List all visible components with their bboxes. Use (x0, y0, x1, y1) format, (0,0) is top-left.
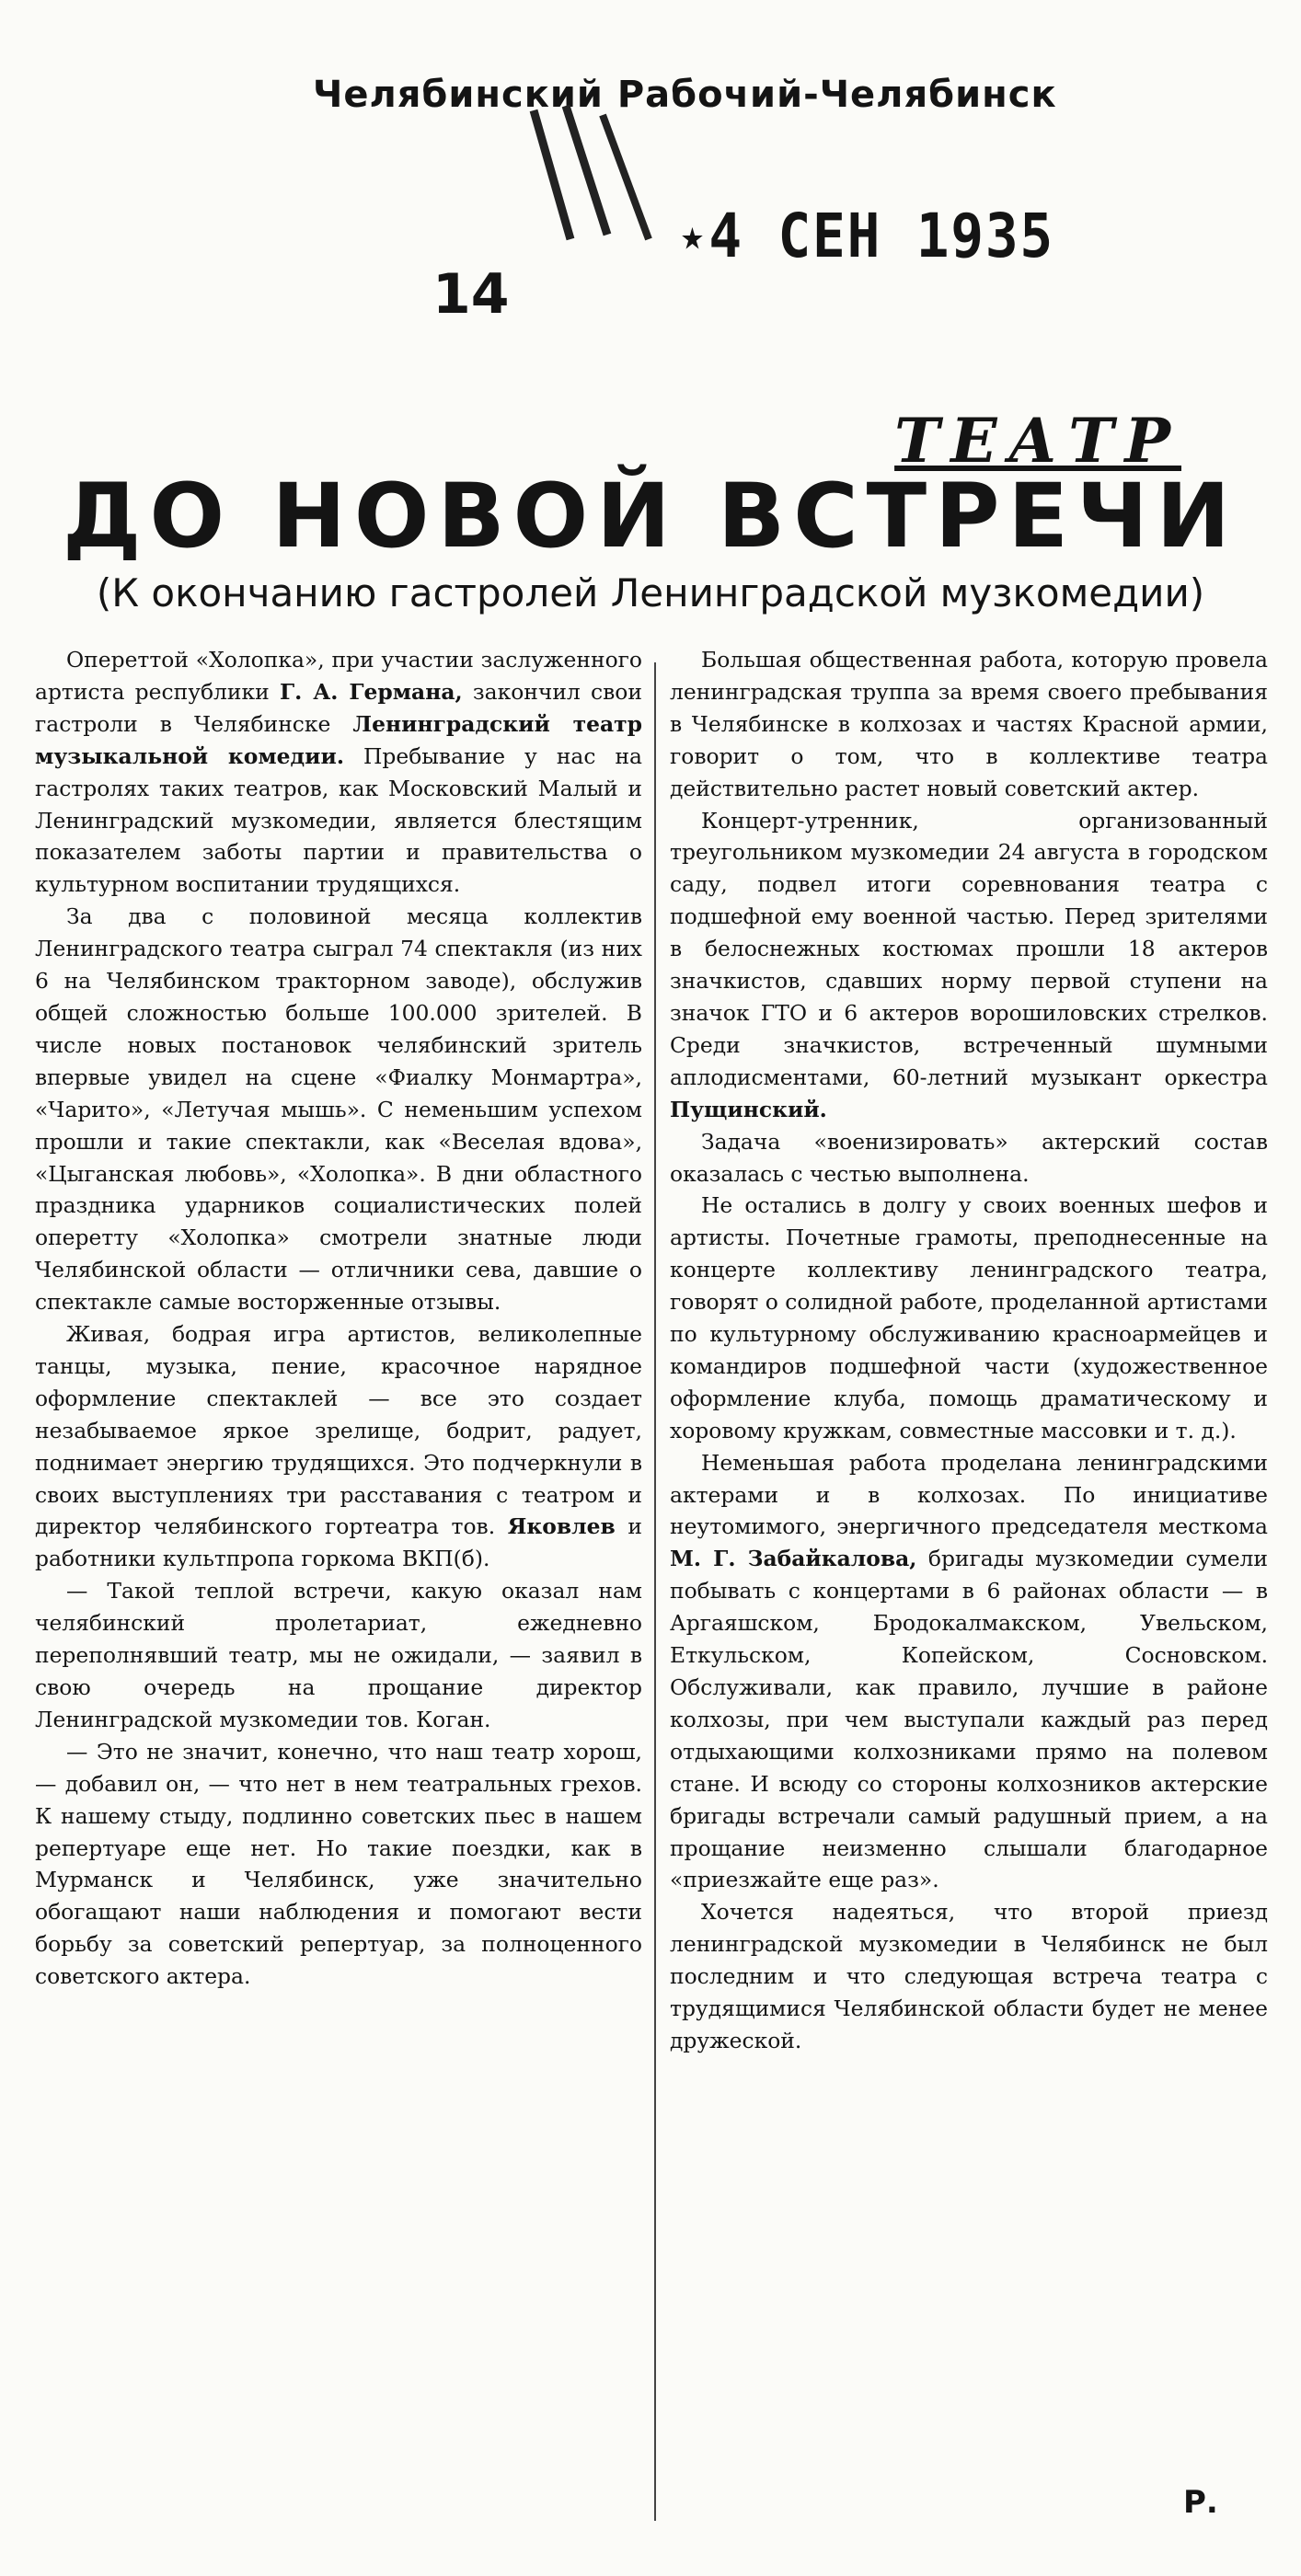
text: Задача «военизировать» актерский состав оказалась с честью выполнена. (670, 1128, 1268, 1187)
section-heading: ТЕАТР (894, 405, 1181, 477)
text: закончил свои гастроли в Челябинске (35, 678, 642, 737)
paragraph (35, 901, 642, 1318)
star-icon: ★ (681, 210, 706, 259)
column-divider (654, 662, 656, 2521)
article-title: ДО НОВОЙ ВСТРЕЧИ (63, 465, 1238, 568)
paragraph (35, 644, 642, 901)
stamp-strokes (515, 101, 699, 258)
paragraph (35, 1318, 642, 1575)
text: и работники культпропа горкома ВКП(б). (35, 1513, 642, 1572)
paragraph (35, 1575, 642, 1736)
paragraph (670, 644, 1268, 805)
newspaper-name: Челябинский Рабочий-Челябинск (313, 74, 1057, 116)
paragraph (670, 1126, 1268, 1190)
date-stamp (681, 201, 1054, 271)
bold-text: Пущинский. (670, 1096, 827, 1122)
paragraph (670, 1896, 1268, 2057)
text: За два с половиной месяца коллектив Ленинградского театра сыграл 74 спектакля (из них 6 на Челябинском тракторном заводе), обслужив общей сложностью больше 100.000 зрителей. В числе новых постановок челябинский зритель впервые увидел на сцене «Фиалку Монмартра», «Чарито», «Летучая мышь». С неменьшим успехом прошли и такие спектакли, как «Веселая вдова», «Цыганская любовь», «Холопка». В дни областного праздника ударников социалистических полей оперетту «Холопка» смотрели знатные люди Челябинской области — отличники сева, давшие о спектакле самые восторженные отзывы. (35, 903, 642, 1316)
date-stamp-text: 4 СЕН 1935 (708, 201, 1054, 271)
article-subtitle: (К окончанию гастролей Ленинградской музкомедии) (96, 570, 1205, 615)
text: Пребывание у нас на гастролях таких театров, как Московский Малый и Ленинградский музкомедии, является блестящим показателем заботы партии и правительства о культурном воспитании трудящихся. (35, 742, 642, 898)
text: Живая, бодрая игра артистов, великолепные танцы, музыка, пение, красочное нарядное оформление спектаклей — все это создает незабываемое яркое зрелище, бодрит, радует, поднимает энергию трудящихся. Это подчеркнули в своих выступлениях три расставания с театром и директор челябинского гортеатра тов. (35, 1321, 642, 1540)
text: Неменьшая работа проделана ленинградскими актерами и в колхозах. По инициативе неутомимого, энергичного председателя месткома (670, 1449, 1268, 1540)
page-number: 14 (432, 262, 510, 327)
text: Хочется надеяться, что второй приезд ленинградской музкомедии в Челябинск не был последним и что следующая встреча театра с трудящимися Челябинской области будет не менее дружеской. (670, 1899, 1268, 2053)
text: — Это не значит, конечно, что наш театр хорош, — добавил он, — что нет в нем театральных грехов. К нашему стыду, подлинно советских пьес в нашем репертуаре еще нет. Но такие поездки, как в Мурманск и Челябинск, уже значительно обогащают наши наблюдения и помогают вести борьбу за советский репертуар, за полноценного советского актера. (35, 1738, 642, 1990)
text: — Такой теплой встречи, какую оказал нам челябинский пролетариат, ежедневно переполнявший театр, мы не ожидали, — заявил в свою очередь на прощание директор Ленинградской музкомедии тов. Коган. (35, 1578, 642, 1732)
bold-text: Яковлев (507, 1513, 616, 1540)
paragraph (670, 805, 1268, 1126)
text: Не остались в долгу у своих военных шефов и артисты. Почетные грамоты, преподнесенные на концерте коллективу ленинградского театра, говорят о солидной работе, проделанной артистами по культурному обслуживанию красноармейцев и командиров подшефной части (художественное оформление клуба, помощь драматическому и хоровому кружкам, совместные массовки и т. д.). (670, 1192, 1268, 1443)
text: бригады музкомедии сумели побывать с концертами в 6 районах области — в Аргаяшском, Бродокалмакском, Увельском, Еткульском, Копейском, Сосновском. Обслуживали, как правило, лучшие в районе колхозы, при чем выступали каждый раз перед отдыхающими колхозниками прямо на полевом стане. И всюду со стороны колхозников актерские бригады встречали самый радушный прием, а на прощание неизменно слышали благодарное «приезжайте еще раз». (670, 1546, 1268, 1893)
left-column (35, 644, 642, 1993)
bold-text: Ленинградский театр музыкальной комедии. (35, 710, 642, 769)
text: Большая общественная работа, которую провела ленинградская труппа за время своего пребывания в Челябинске в колхозах и частях Красной армии, говорит о том, что в коллективе театра действительно растет новый советский актер. (670, 647, 1268, 801)
text: Концерт-утренник, организованный треугольником музкомедии 24 августа в городском саду, подвел итоги соревнования театра с подшефной ему военной частью. Перед зрителями в белоснежных костюмах прошли 18 актеров значкистов, сдавших норму первой ступени на значок ГТО и 6 актеров ворошиловских стрелков. Среди значкистов, встреченный шумными аплодисментами, 60-летний музыкант оркестра (670, 807, 1268, 1090)
paragraph (670, 1190, 1268, 1446)
bold-text: М. Г. Забайкалова, (670, 1546, 917, 1572)
article-signature: Р. (1183, 2484, 1218, 2521)
bold-text: Г. А. Германа, (279, 678, 463, 705)
paragraph (35, 1736, 642, 1993)
paragraph (670, 1447, 1268, 1897)
right-column (670, 644, 1268, 2057)
text: Опереттой «Холопка», при участии заслуженного артиста республики (35, 647, 642, 705)
